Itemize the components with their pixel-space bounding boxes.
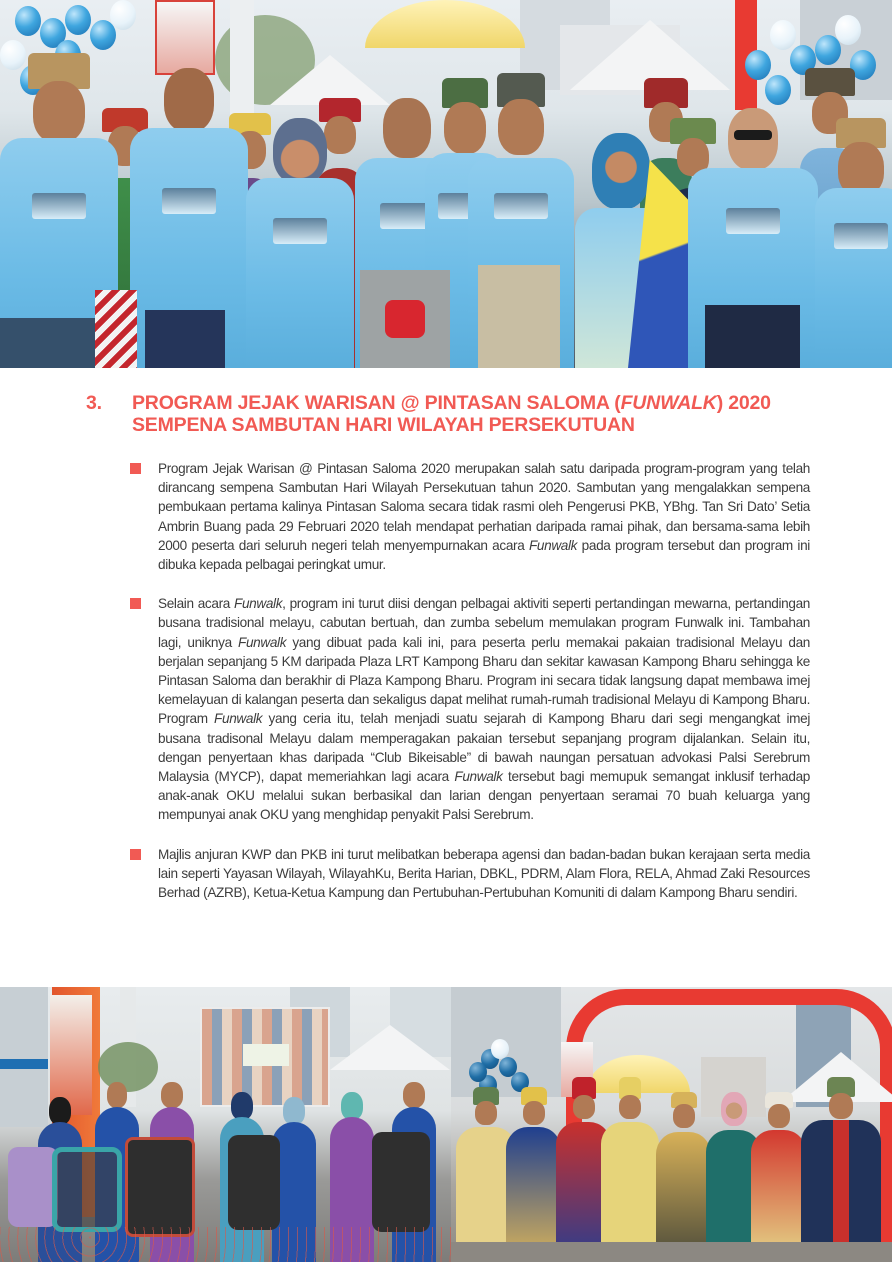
costume-participant: [801, 1077, 881, 1262]
italic-term: Funwalk: [237, 634, 287, 650]
photo-event-banner: [155, 0, 215, 75]
photo-traditional-costume-participants: [451, 987, 892, 1262]
costume-participant: [506, 1087, 561, 1262]
photo-trousers: [705, 305, 800, 368]
text-segment: yang ceria itu, telah menjadi suatu sejarah di Kampong Bharu dari segi mengangkat imej busana tradisonal Melayu dalam memperagakan pakaian tersebut sepanjang program dijalankan. Selain itu, dengan penyertaan khas daripada “Club Bikeisable” di bawah naungan persatuan advokasi Palsi Serebrum Malaysia (MYCP), dapat memeriahkan lagi acara: [158, 711, 810, 785]
photo-bikeisable-families: [0, 987, 451, 1262]
sunglasses: [734, 130, 772, 140]
text-segment: , program ini turut diisi dengan pelbagai aktiviti seperti pertandingan mewarna, pertandingan busana tradisional melayu, cabutan bertuah, dan zumba sebelum memulakan program Funwalk ini. Tambahan lagi, uniknya: [158, 596, 811, 650]
red-cap: [385, 300, 425, 338]
bullet-item: [130, 459, 810, 574]
text-segment: pada program tersebut dan program ini dibuka kepada pelbagai peringkat umur.: [158, 537, 810, 573]
balloon: [745, 50, 771, 80]
italic-term: Funwalk: [528, 537, 578, 553]
costume-participant: [601, 1077, 659, 1262]
bullet-paragraph: [158, 845, 810, 903]
bullet-paragraph: [158, 459, 810, 574]
stroller: [8, 1147, 58, 1227]
bullet-paragraph: [158, 594, 810, 824]
text-segment: yang dibuat pada kali ini, para peserta perlu memakai pakaian tradisional Melayu dan berjalan sepanjang 5 KM daripada Plaza LRT Kampong Bharu dan sekitar kawasan Kampong Bharu sehingga ke Pintasan Saloma dan berakhir di Plaza Kampong Bharu. Program ini secara tidak langsung dapat membawa imej kemelayuan di kalangan peserta dan sekaligus dapat melihat rumah-rumah tradisional Melayu di Kampong Bharu. Program: [158, 634, 810, 727]
official-person-hijab: [246, 118, 354, 368]
section-title-part2: ) 2020: [716, 392, 771, 414]
section-title: [132, 392, 822, 436]
bullet-item: [130, 594, 810, 824]
jogging-stroller: [228, 1135, 280, 1230]
section-title-italic: FUNWALK: [620, 392, 717, 414]
section-title-line2: SEMPENA SAMBUTAN HARI WILAYAH PERSEKUTUAN: [132, 414, 635, 436]
text-segment: Majlis anjuran KWP dan PKB ini turut melibatkan beberapa agensi dan badan-badan bukan kerajaan serta media lain seperti Yayasan Wilayah, WilayahKu, Berita Harian, DBKL, PDRM, Alam Flora, RELA, Ahmad Zaki Resources Berhad (AZRB), Ketua-Ketua Kampung dan Pertubuhan-Pertubuhan Komuniti di dalam Kampong Bharu sendiri.: [158, 846, 810, 901]
bike-trailer: [125, 1137, 195, 1237]
bullet-item: [130, 845, 810, 903]
photo-tent: [330, 1025, 450, 1070]
photo-trousers: [145, 310, 225, 368]
italic-term: Funwalk: [454, 769, 503, 785]
costume-participant: [656, 1092, 711, 1262]
balloon: [469, 1062, 487, 1082]
photo-trousers: [478, 265, 560, 368]
confetti-ground: [0, 1227, 451, 1262]
photo-road: [451, 1242, 892, 1262]
balloon: [835, 15, 861, 45]
balloon: [15, 6, 41, 36]
text-segment: Program Jejak Warisan @ Pintasan Saloma 2020 merupakan salah satu daripada program-program yang telah dirancang sempena Sambutan Hari Wilayah Persekutuan tahun 2020. Sambutan yang mengalakkan sempena pembukaan pertama kalinya Pintasan Saloma secara tidak rasmi oleh Pengerusi PKB, YBhg. Tan Sri Dato’ Setia Ambrin Buang pada 29 Februari 2020 telah mendapat perhatian daripada ramai pihak, dan bersama-sama lebih 2000 peserta dari seluruh negeri telah menyempurnakan acara: [158, 461, 810, 553]
bike-trailer: [52, 1147, 122, 1232]
official-person: [815, 118, 892, 368]
text-segment: tersebut bagi memupuk semangat inklusif terhadap anak-anak OKU melalui sukan berbasikal dan larian dengan penyertaan seramai 70 buah keluarga yang mempunyai anak OKU yang menghidap penyakit Palsi Serebrum.: [158, 769, 810, 823]
bullet-square-icon: [130, 598, 141, 609]
section-number: 3.: [86, 392, 102, 414]
balloon: [491, 1039, 509, 1059]
balloon: [770, 20, 796, 50]
balloon: [765, 75, 791, 105]
photo-umbrella: [365, 0, 525, 48]
italic-term: Funwalk: [233, 596, 283, 612]
photo-trousers: [0, 318, 110, 368]
bikeisable-sign: [243, 1044, 289, 1066]
text-segment: Selain acara: [158, 596, 234, 612]
costume-participant: [751, 1092, 806, 1262]
bullet-square-icon: [130, 463, 141, 474]
photo-officials-group: [0, 0, 892, 368]
balloon: [110, 0, 136, 30]
italic-term: Funwalk: [214, 711, 263, 727]
bullet-list: [130, 459, 810, 922]
bullet-square-icon: [130, 849, 141, 860]
balloon: [65, 5, 91, 35]
jogging-stroller: [372, 1132, 430, 1232]
building-sign: [0, 1059, 48, 1069]
section-title-part1: PROGRAM JEJAK WARISAN @ PINTASAN SALOMA (: [132, 392, 621, 414]
us-style-flag: [95, 290, 137, 368]
